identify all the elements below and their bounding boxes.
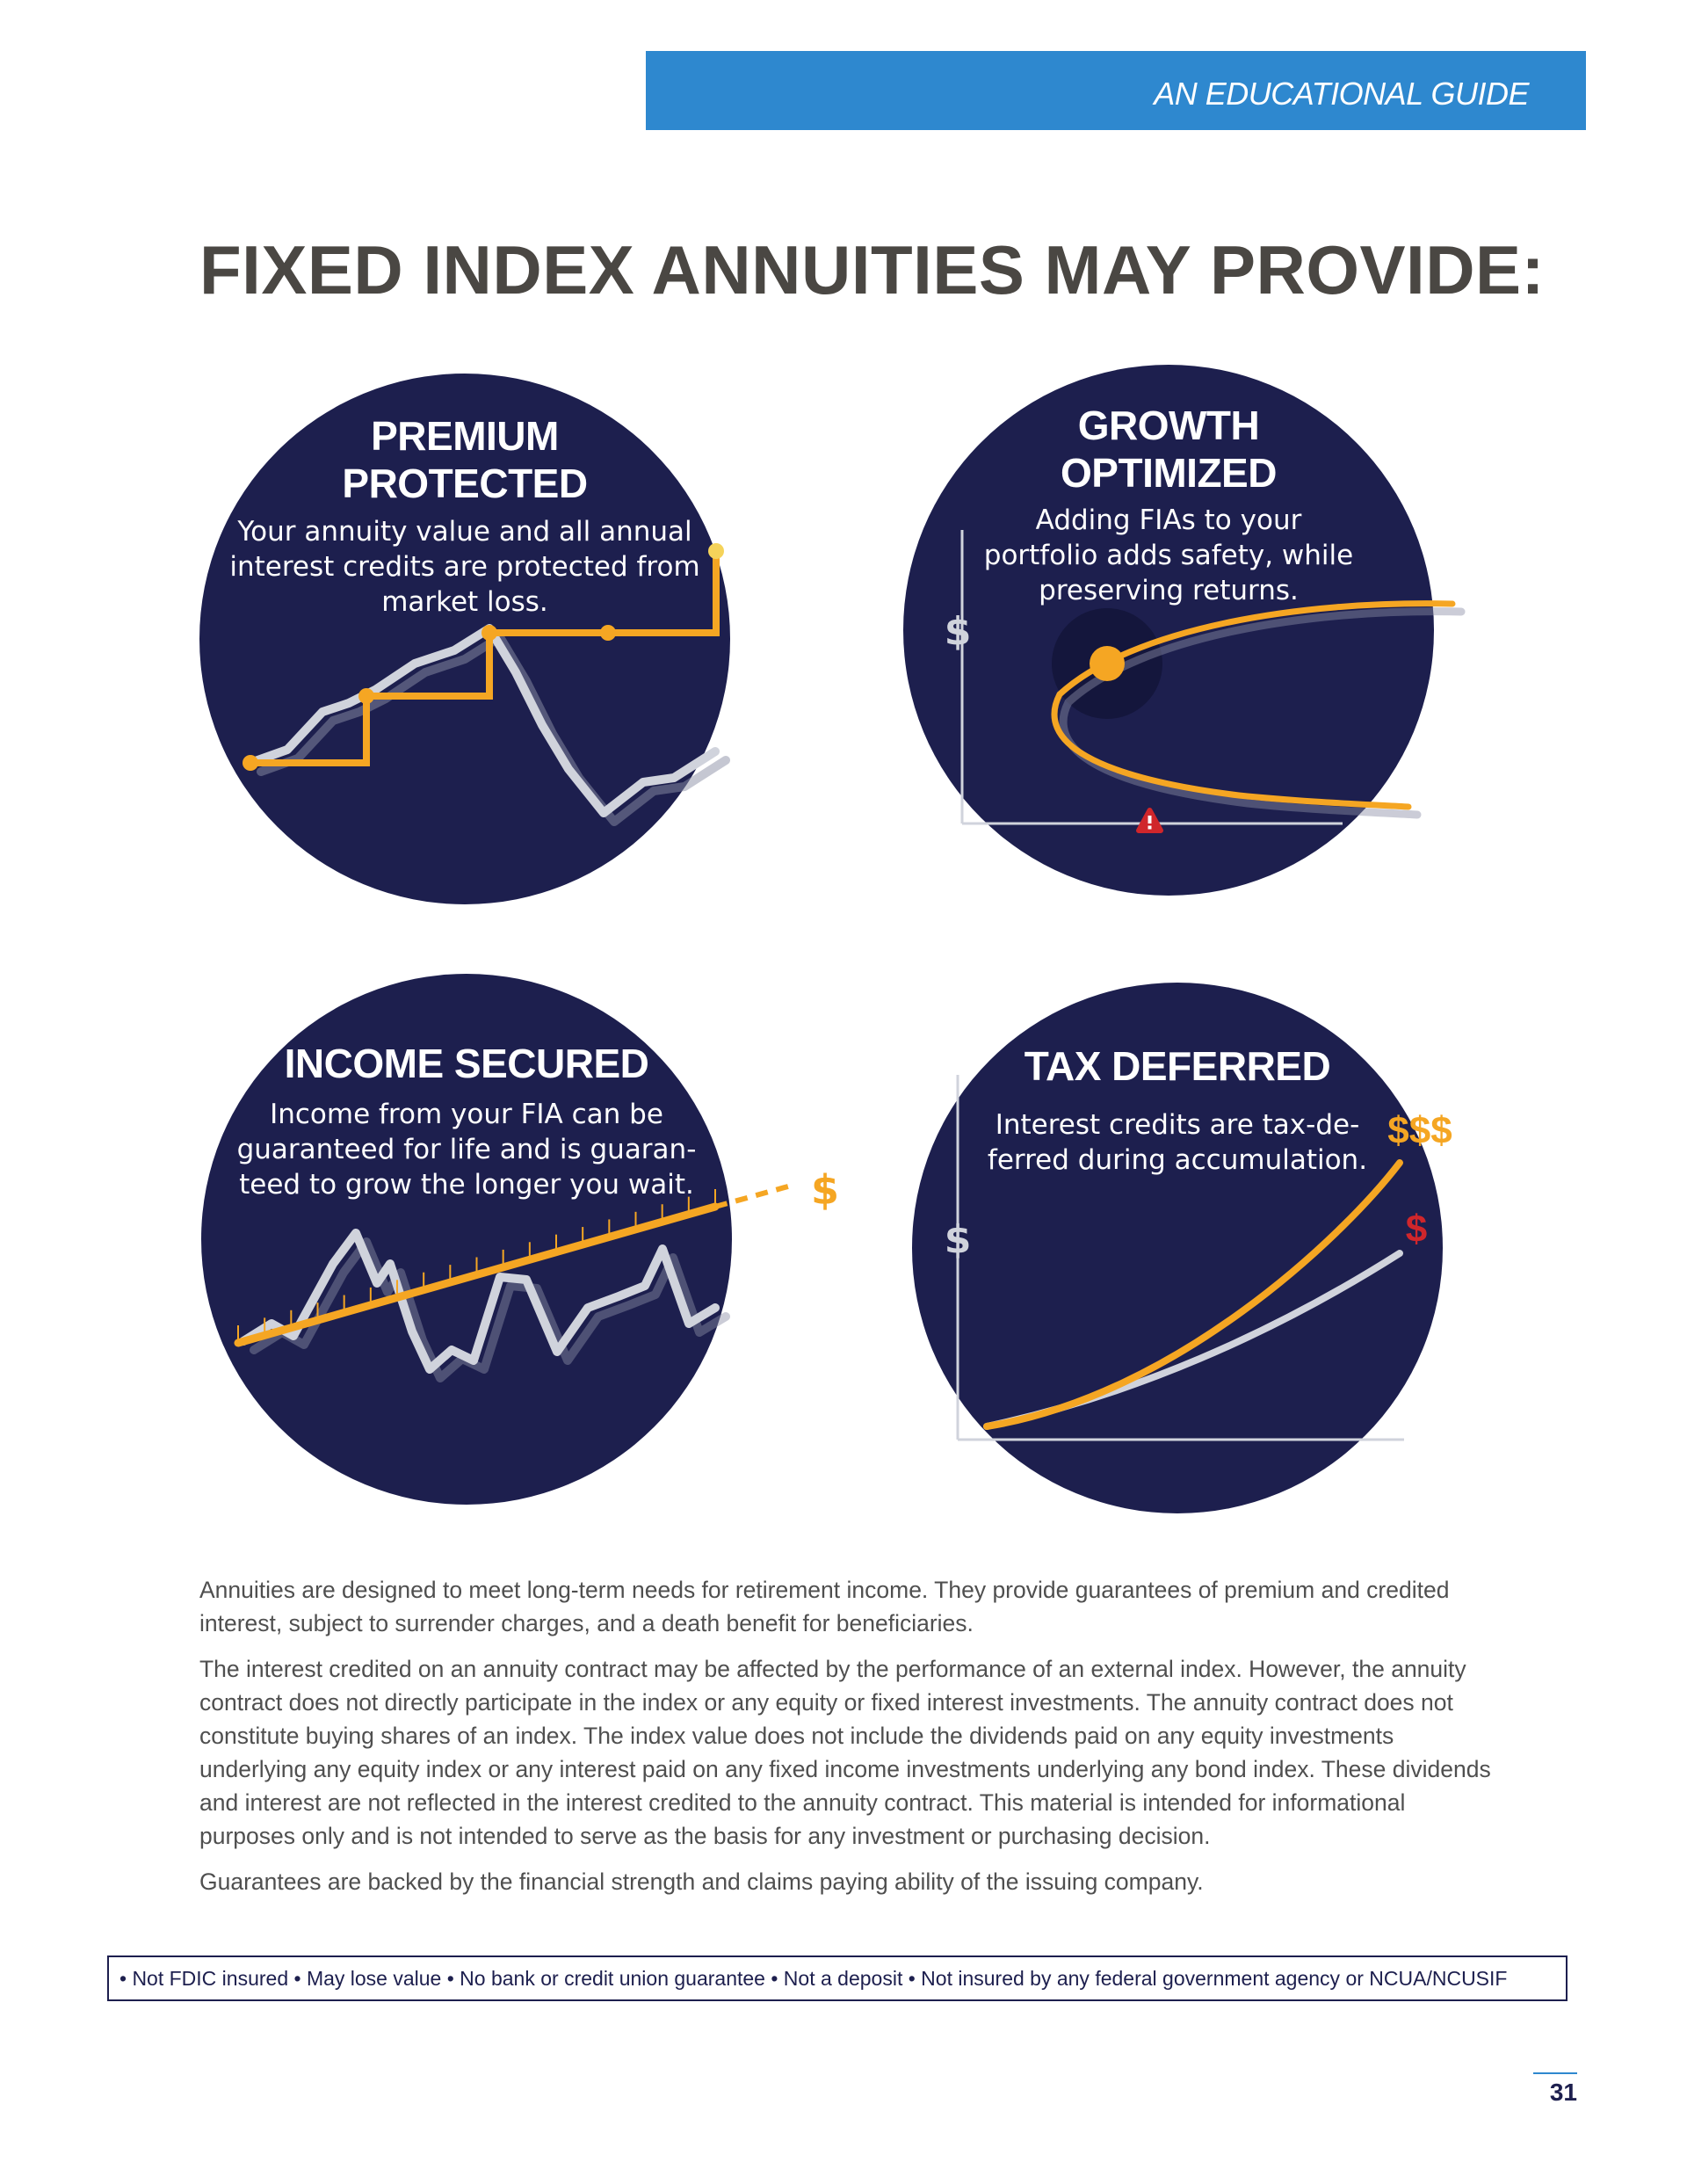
header-bar: [646, 51, 1586, 130]
growth-optimized-card: [903, 365, 1434, 896]
card-description-line: Interest credits are tax-de-: [995, 1109, 1360, 1141]
red-dollar-label: $: [1405, 1208, 1428, 1251]
page-number-rule: [1533, 2072, 1577, 2074]
body-paragraph: The interest credited on an annuity contract may be affected by the performance of an external index. However, the annuity contract does not directly participate in the index or any equity or fixed interest investments. The annuity contract does not constitute buying shares of an index. The index value does not include the dividends paid on any equity investments underlying any equity index or any interest paid on any fixed income investments underlying any bond index. These dividends and interest are not reflected in the interest credited to the annuity contract. This material is intended for informational purposes only and is not intended to serve as the basis for any investment or purchasing decision.: [199, 1656, 1491, 1849]
card-description-line: Your annuity value and all annual: [237, 516, 692, 548]
page-number: 31: [1549, 2079, 1577, 2106]
card-description-line: portfolio adds safety, while: [983, 540, 1354, 571]
orange-dollars-label: $$$: [1387, 1109, 1452, 1152]
card-description-line: ferred during accumulation.: [987, 1144, 1368, 1176]
card-title-line: PROTECTED: [342, 461, 588, 506]
card-title: [903, 402, 1434, 497]
income-secured-card: [201, 974, 840, 1505]
card-description: [201, 1097, 732, 1202]
card-description: [912, 1107, 1443, 1178]
card-title-line: GROWTH: [1077, 403, 1260, 448]
warning-triangle-icon: [1139, 810, 1161, 831]
card-title: [199, 412, 730, 507]
card-title-line: PREMIUM: [371, 413, 559, 459]
axis-dollar-symbol: $: [944, 609, 972, 654]
body-paragraph: Guarantees are backed by the financial strength and claims paying ability of the issuing company.: [199, 1868, 1204, 1895]
header-label: AN EDUCATIONAL GUIDE: [1154, 76, 1529, 112]
tax-deferred-card: [912, 983, 1452, 1513]
premium-protected-card: [199, 374, 730, 904]
card-title-line: OPTIMIZED: [1061, 450, 1277, 496]
card-description-line: teed to grow the longer you wait.: [239, 1169, 694, 1201]
axis-dollar-symbol: $: [944, 1217, 972, 1262]
card-description: [199, 514, 730, 620]
card-description-line: interest credits are protected from: [229, 551, 700, 583]
income-dollar-symbol: $: [810, 1166, 840, 1214]
body-paragraph: Annuities are designed to meet long-term needs for retirement income. They provide guarantees of premium and credited interest, subject to surrender charges, and a death benefit for beneficiaries.: [199, 1577, 1450, 1636]
card-description-line: Adding FIAs to your: [1035, 504, 1302, 536]
disclaimer-box: • Not FDIC insured • May lose value • No bank or credit union guarantee • Not a deposit • Not insured by any federal government agency or NCUA/NCUSIF: [107, 1955, 1568, 2001]
card-description: [903, 503, 1434, 608]
card-description-line: guaranteed for life and is guaran-: [236, 1134, 697, 1165]
card-title: TAX DEFERRED: [1024, 1043, 1331, 1089]
card-description-line: preserving returns.: [1039, 575, 1299, 606]
body-text: [199, 1573, 1491, 1911]
card-description-line: Income from your FIA can be: [270, 1099, 663, 1130]
card-title: INCOME SECURED: [284, 1041, 649, 1086]
page-title: FIXED INDEX ANNUITIES MAY PROVIDE:: [199, 231, 1546, 308]
card-description-line: market loss.: [381, 586, 548, 618]
